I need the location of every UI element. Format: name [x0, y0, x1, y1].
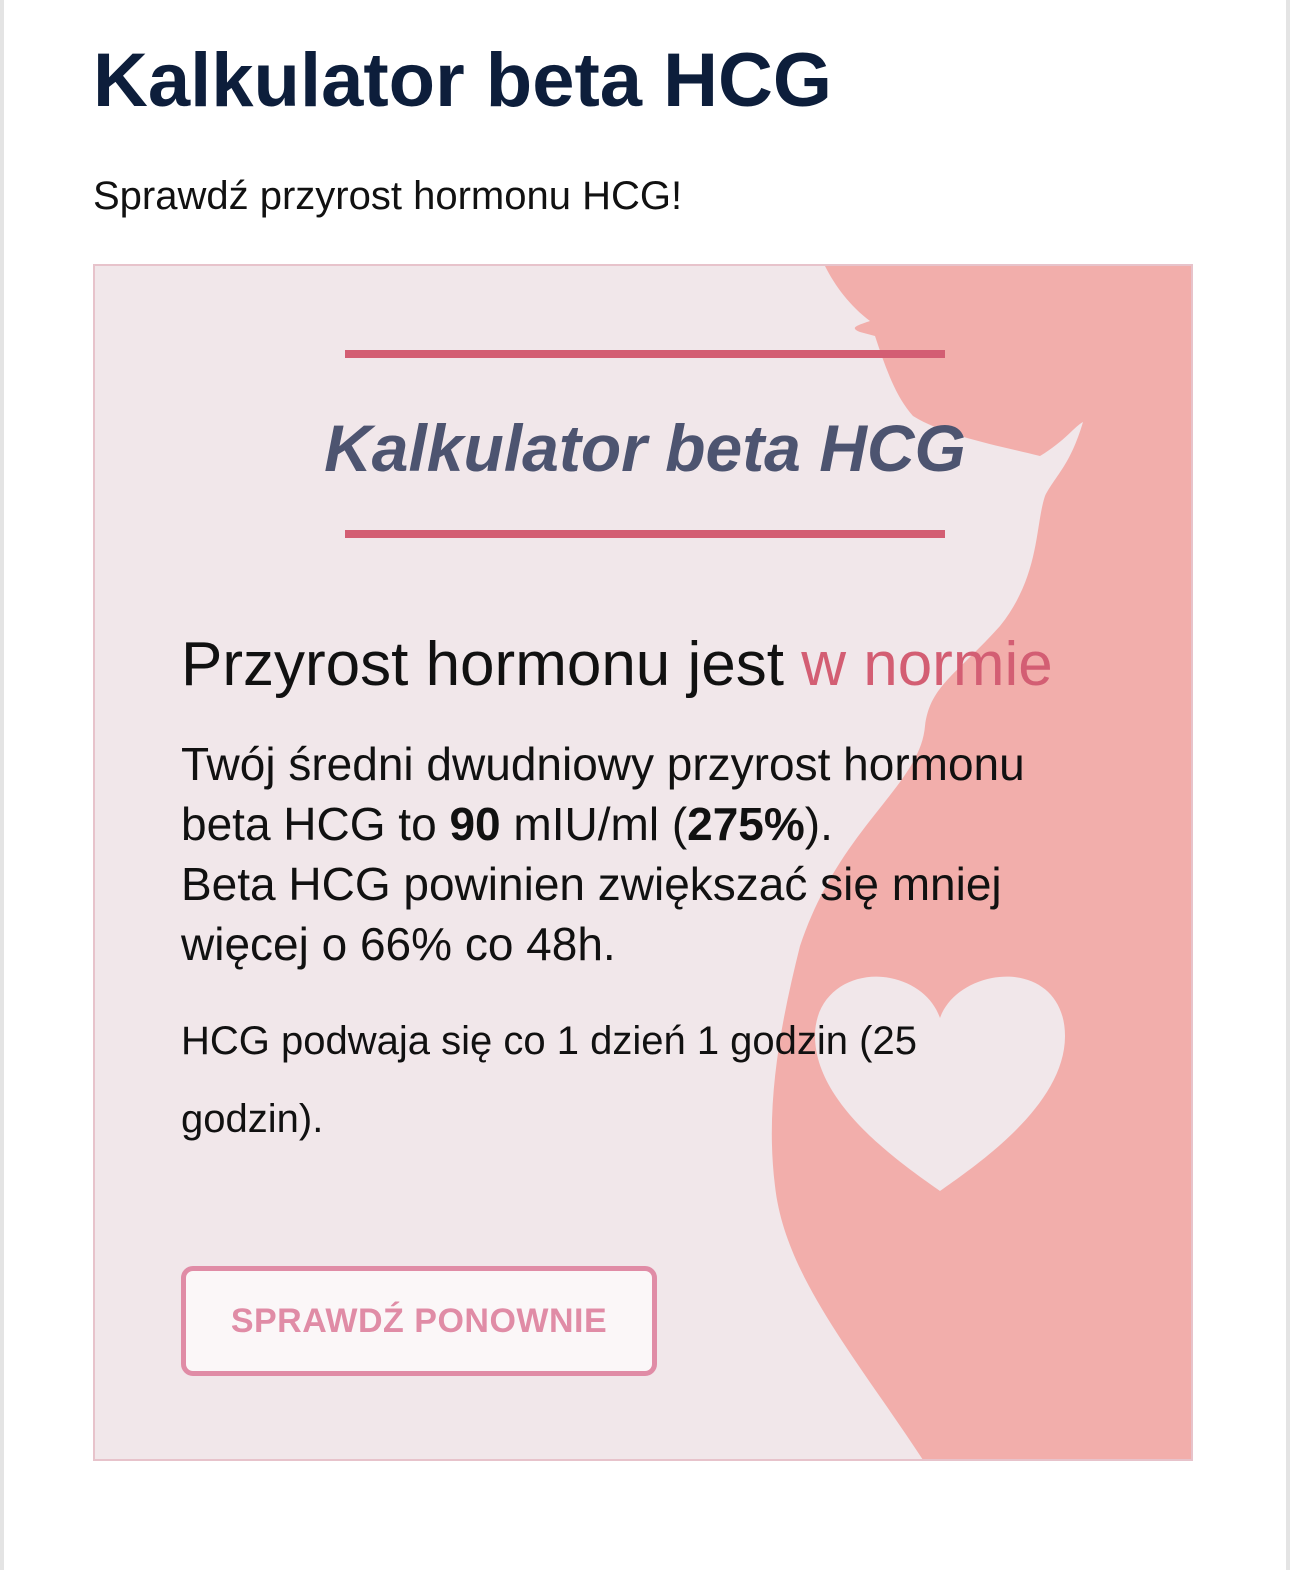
result-text-close: ).: [804, 798, 833, 850]
card-title: Kalkulator beta HCG: [324, 411, 966, 485]
title-rule-top: [345, 350, 945, 358]
result-heading-prefix: Przyrost hormonu jest: [181, 630, 802, 699]
page-subtitle: Sprawdź przyrost hormonu HCG!: [93, 174, 683, 218]
result-status: w normie: [801, 630, 1053, 699]
increase-unit: mIU/ml (: [500, 798, 688, 850]
calculator-result-card: [93, 264, 1193, 1461]
check-again-button[interactable]: SPRAWDŹ PONOWNIE: [181, 1266, 657, 1376]
increase-percent: 275%: [687, 798, 805, 850]
page-edge-right: [1286, 0, 1290, 1570]
page-edge-left: [0, 0, 4, 1570]
result-description: [181, 734, 1101, 974]
increase-value: 90: [449, 798, 501, 850]
page-title: Kalkulator beta HCG: [93, 38, 833, 123]
result-heading: [181, 628, 1053, 702]
result-text-intro: Twój średni dwudniowy przyrost hormonu beta HCG to: [181, 738, 1025, 850]
norm-text: Beta HCG powinien zwiększać się mniej więcej o 66% co 48h.: [181, 858, 1002, 970]
doubling-time-text: HCG podwaja się co 1 dzień 1 godzin (25 godzin).: [181, 1019, 917, 1141]
title-rule-bottom: [345, 530, 945, 538]
